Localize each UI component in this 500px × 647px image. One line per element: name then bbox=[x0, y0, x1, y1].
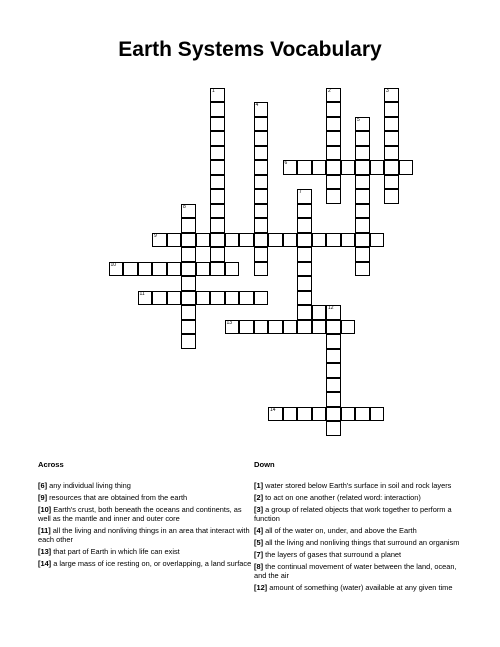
clue-number-label: [8] bbox=[254, 562, 264, 571]
grid-cell[interactable] bbox=[268, 233, 283, 248]
clue-text: resources that are obtained from the earth bbox=[47, 493, 188, 502]
grid-cell[interactable] bbox=[384, 160, 399, 175]
clue-number: 12 bbox=[328, 305, 334, 311]
clue-number-label: [6] bbox=[38, 481, 48, 490]
grid-cell[interactable] bbox=[326, 102, 341, 117]
grid-cell[interactable] bbox=[196, 233, 211, 248]
clue-number-label: [13] bbox=[38, 547, 52, 556]
grid-cell[interactable] bbox=[297, 305, 312, 320]
grid-cell[interactable] bbox=[326, 320, 341, 335]
grid-cell[interactable] bbox=[326, 131, 341, 146]
grid-cell[interactable] bbox=[181, 204, 196, 219]
down-heading: Down bbox=[254, 460, 275, 469]
clue-text: that part of Earth in which life can exist bbox=[51, 547, 180, 556]
grid-cell[interactable] bbox=[355, 160, 370, 175]
grid-cell[interactable] bbox=[210, 233, 225, 248]
grid-cell[interactable] bbox=[268, 407, 283, 422]
clue-text: a large mass of ice resting on, or overlapping, a land surface bbox=[51, 559, 252, 568]
grid-cell[interactable] bbox=[210, 291, 225, 306]
grid-cell[interactable] bbox=[181, 305, 196, 320]
grid-cell[interactable] bbox=[326, 117, 341, 132]
grid-cell[interactable] bbox=[210, 189, 225, 204]
grid-cell[interactable] bbox=[167, 262, 182, 277]
clue-item bbox=[254, 526, 469, 535]
clue-number-label: [1] bbox=[254, 481, 264, 490]
grid-cell[interactable] bbox=[326, 146, 341, 161]
clue-text: a group of related objects that work together to perform a function bbox=[254, 505, 452, 523]
grid-cell[interactable] bbox=[109, 262, 124, 277]
clue-item bbox=[254, 550, 469, 559]
grid-cell[interactable] bbox=[370, 160, 385, 175]
grid-cell[interactable] bbox=[341, 320, 356, 335]
down-clues bbox=[254, 460, 469, 595]
grid-cell[interactable] bbox=[355, 131, 370, 146]
grid-cell[interactable] bbox=[355, 218, 370, 233]
grid-cell[interactable] bbox=[297, 160, 312, 175]
grid-cell[interactable] bbox=[312, 233, 327, 248]
grid-cell[interactable] bbox=[355, 247, 370, 262]
clue-item bbox=[38, 547, 253, 556]
grid-cell[interactable] bbox=[355, 262, 370, 277]
grid-cell[interactable] bbox=[210, 102, 225, 117]
grid-cell[interactable] bbox=[283, 407, 298, 422]
clue-item bbox=[254, 493, 469, 502]
grid-cell[interactable] bbox=[225, 262, 240, 277]
grid-cell[interactable] bbox=[297, 291, 312, 306]
grid-cell[interactable] bbox=[297, 247, 312, 262]
clue-number: 7 bbox=[299, 189, 302, 195]
grid-cell[interactable] bbox=[138, 262, 153, 277]
clue-number-label: [4] bbox=[254, 526, 264, 535]
grid-cell[interactable] bbox=[341, 160, 356, 175]
grid-cell[interactable] bbox=[210, 262, 225, 277]
grid-cell[interactable] bbox=[384, 175, 399, 190]
grid-cell[interactable] bbox=[355, 204, 370, 219]
clue-text: all of the water on, under, and above the Earth bbox=[263, 526, 417, 535]
grid-cell[interactable] bbox=[384, 102, 399, 117]
clue-number-label: [11] bbox=[38, 526, 51, 535]
grid-cell[interactable] bbox=[181, 320, 196, 335]
clue-item bbox=[38, 481, 253, 490]
clue-text: any individual living thing bbox=[47, 481, 131, 490]
grid-cell[interactable] bbox=[326, 334, 341, 349]
grid-cell[interactable] bbox=[123, 262, 138, 277]
clue-item bbox=[38, 505, 253, 523]
clue-number-label: [10] bbox=[38, 505, 52, 514]
grid-cell[interactable] bbox=[254, 320, 269, 335]
clue-number: 8 bbox=[183, 203, 186, 210]
grid-cell[interactable] bbox=[297, 189, 312, 204]
grid-cell[interactable] bbox=[312, 160, 327, 175]
grid-cell[interactable] bbox=[355, 117, 370, 132]
grid-cell[interactable] bbox=[355, 233, 370, 248]
grid-cell[interactable] bbox=[355, 146, 370, 161]
grid-cell[interactable] bbox=[225, 320, 240, 335]
grid-cell[interactable] bbox=[239, 291, 254, 306]
grid-cell[interactable] bbox=[326, 160, 341, 175]
page-title: Earth Systems Vocabulary bbox=[118, 38, 382, 61]
clue-number: 10 bbox=[110, 261, 117, 268]
grid-cell[interactable] bbox=[283, 233, 298, 248]
grid-cell[interactable] bbox=[167, 233, 182, 248]
grid-cell[interactable] bbox=[297, 218, 312, 233]
grid-cell[interactable] bbox=[210, 247, 225, 262]
grid-cell[interactable] bbox=[196, 262, 211, 277]
clue-number: 6 bbox=[284, 160, 288, 166]
grid-cell[interactable] bbox=[384, 146, 399, 161]
clue-item bbox=[38, 493, 253, 502]
grid-cell[interactable] bbox=[384, 117, 399, 132]
grid-cell[interactable] bbox=[297, 233, 312, 248]
grid-cell[interactable] bbox=[210, 160, 225, 175]
grid-cell[interactable] bbox=[268, 320, 283, 335]
grid-cell[interactable] bbox=[312, 305, 327, 320]
grid-cell[interactable] bbox=[326, 88, 341, 103]
grid-cell[interactable] bbox=[152, 291, 167, 306]
grid-cell[interactable] bbox=[283, 320, 298, 335]
grid-cell[interactable] bbox=[370, 233, 385, 248]
grid-cell[interactable] bbox=[355, 407, 370, 422]
clue-text: water stored below Earth's surface in soil and rock layers bbox=[263, 481, 452, 490]
grid-cell[interactable] bbox=[181, 218, 196, 233]
grid-cell[interactable] bbox=[210, 204, 225, 219]
clue-number: 14 bbox=[270, 406, 276, 413]
grid-cell[interactable] bbox=[239, 233, 254, 248]
grid-cell[interactable] bbox=[326, 392, 341, 407]
grid-cell[interactable] bbox=[181, 276, 196, 291]
clue-number: 2 bbox=[328, 87, 331, 94]
clue-number: 5 bbox=[357, 116, 360, 123]
grid-cell[interactable] bbox=[254, 175, 269, 190]
grid-cell[interactable] bbox=[254, 204, 269, 219]
grid-cell[interactable] bbox=[254, 233, 269, 248]
grid-cell[interactable] bbox=[254, 160, 269, 175]
grid-cell[interactable] bbox=[326, 349, 341, 364]
grid-cell[interactable] bbox=[297, 276, 312, 291]
across-heading: Across bbox=[38, 460, 64, 469]
grid-cell[interactable] bbox=[210, 175, 225, 190]
grid-cell[interactable] bbox=[181, 334, 196, 349]
grid-cell[interactable] bbox=[312, 320, 327, 335]
clue-number-label: [7] bbox=[254, 550, 264, 559]
grid-cell[interactable] bbox=[152, 262, 167, 277]
grid-cell[interactable] bbox=[326, 378, 341, 393]
grid-cell[interactable] bbox=[341, 407, 356, 422]
clue-number: 13 bbox=[226, 319, 233, 326]
grid-cell[interactable] bbox=[312, 407, 327, 422]
grid-cell[interactable] bbox=[196, 291, 211, 306]
clue-item bbox=[254, 562, 469, 580]
grid-cell[interactable] bbox=[254, 102, 269, 117]
clue-text: Earth's crust, both beneath the oceans and continents, as well as the mantle and inner and outer core bbox=[38, 505, 242, 523]
grid-cell[interactable] bbox=[370, 407, 385, 422]
clue-text: all the living and nonliving things that surround an organism bbox=[263, 538, 460, 547]
clue-text: all the living and nonliving things in an area that interact with each other bbox=[38, 526, 250, 544]
clue-number-label: [12] bbox=[254, 583, 268, 592]
grid-cell[interactable] bbox=[254, 117, 269, 132]
grid-cell[interactable] bbox=[399, 160, 414, 175]
clue-number-label: [3] bbox=[254, 505, 264, 514]
grid-cell[interactable] bbox=[297, 204, 312, 219]
grid-cell[interactable] bbox=[326, 407, 341, 422]
grid-cell[interactable] bbox=[326, 305, 341, 320]
clue-number: 11 bbox=[139, 290, 145, 297]
clue-text: to act on one another (related word: interaction) bbox=[263, 493, 421, 502]
clue-number-label: [2] bbox=[254, 493, 264, 502]
grid-cell[interactable] bbox=[326, 363, 341, 378]
grid-cell[interactable] bbox=[152, 233, 167, 248]
grid-cell[interactable] bbox=[355, 189, 370, 204]
grid-cell[interactable] bbox=[210, 131, 225, 146]
clue-number: 4 bbox=[255, 102, 259, 108]
clue-item bbox=[38, 559, 253, 568]
clue-number-label: [5] bbox=[254, 538, 264, 547]
clue-item bbox=[254, 505, 469, 523]
grid-cell[interactable] bbox=[254, 131, 269, 146]
grid-cell[interactable] bbox=[384, 88, 399, 103]
grid-cell[interactable] bbox=[355, 175, 370, 190]
grid-cell[interactable] bbox=[181, 247, 196, 262]
grid-cell[interactable] bbox=[254, 189, 269, 204]
clue-number-label: [14] bbox=[38, 559, 52, 568]
grid-cell[interactable] bbox=[254, 291, 269, 306]
clue-item bbox=[254, 481, 469, 490]
grid-cell[interactable] bbox=[210, 146, 225, 161]
clue-number: 9 bbox=[154, 232, 157, 239]
grid-cell[interactable] bbox=[326, 421, 341, 436]
grid-cell[interactable] bbox=[254, 247, 269, 262]
grid-cell[interactable] bbox=[138, 291, 153, 306]
grid-cell[interactable] bbox=[384, 131, 399, 146]
grid-cell[interactable] bbox=[210, 88, 225, 103]
grid-cell[interactable] bbox=[181, 262, 196, 277]
clue-item bbox=[254, 538, 469, 547]
grid-cell[interactable] bbox=[326, 189, 341, 204]
clue-number-label: [9] bbox=[38, 493, 48, 502]
grid-cell[interactable] bbox=[254, 146, 269, 161]
grid-cell[interactable] bbox=[254, 262, 269, 277]
across-clues bbox=[38, 460, 253, 571]
clue-item bbox=[254, 583, 469, 592]
grid-cell[interactable] bbox=[225, 291, 240, 306]
clue-number: 1 bbox=[212, 87, 215, 94]
grid-cell[interactable] bbox=[297, 320, 312, 335]
grid-cell[interactable] bbox=[283, 160, 298, 175]
grid-cell[interactable] bbox=[326, 175, 341, 190]
grid-cell[interactable] bbox=[225, 233, 240, 248]
clue-text: the continual movement of water between the land, ocean, and the air bbox=[254, 562, 457, 580]
clue-text: amount of something (water) available at any given time bbox=[267, 583, 453, 592]
grid-cell[interactable] bbox=[167, 291, 182, 306]
grid-cell[interactable] bbox=[341, 233, 356, 248]
grid-cell[interactable] bbox=[181, 233, 196, 248]
grid-cell[interactable] bbox=[326, 233, 341, 248]
grid-cell[interactable] bbox=[384, 189, 399, 204]
grid-cell[interactable] bbox=[297, 407, 312, 422]
clue-text: the layers of gases that surround a planet bbox=[263, 550, 402, 559]
grid-cell[interactable] bbox=[210, 218, 225, 233]
grid-cell[interactable] bbox=[254, 218, 269, 233]
grid-cell[interactable] bbox=[239, 320, 254, 335]
clue-number: 3 bbox=[386, 87, 389, 94]
grid-cell[interactable] bbox=[297, 262, 312, 277]
grid-cell[interactable] bbox=[181, 291, 196, 306]
grid-cell[interactable] bbox=[210, 117, 225, 132]
clue-item bbox=[38, 526, 253, 544]
